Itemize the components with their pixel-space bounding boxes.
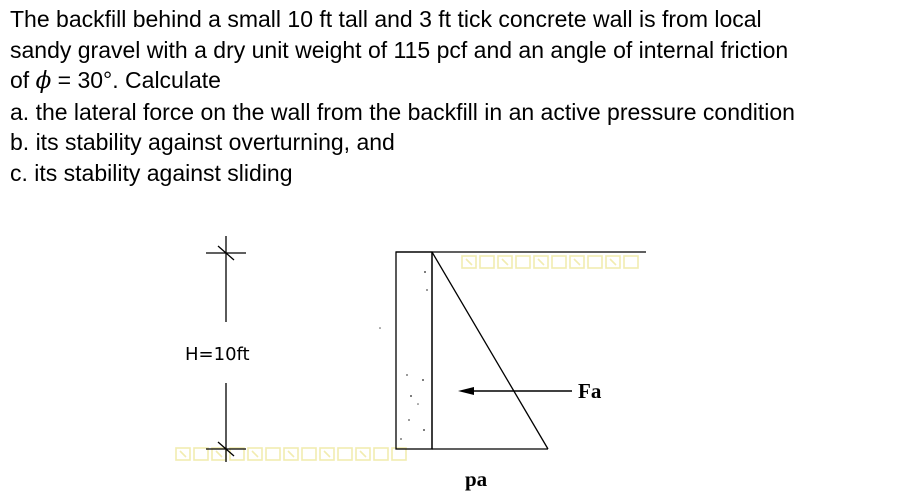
force-label: Fa	[578, 379, 602, 403]
phi-symbol: ϕ	[35, 68, 52, 94]
backfill-surface-hatch	[462, 256, 638, 268]
part-b: b. its stability against overturning, and	[10, 129, 395, 155]
pressure-label: pa	[465, 467, 488, 491]
problem-line-1: The backfill behind a small 10 ft tall and 3 ft tick concrete wall is from local	[10, 6, 762, 32]
problem-line-3-suffix: = 30°. Calculate	[51, 67, 221, 93]
problem-line-2: sandy gravel with a dry unit weight of 115 pcf and an angle of internal friction	[10, 36, 789, 63]
height-label: H=10ft	[185, 344, 250, 365]
problem-line-3-prefix: of	[10, 67, 36, 93]
part-c: c. its stability against sliding	[10, 159, 293, 186]
ground-hatch	[176, 448, 406, 460]
active-pressure-diagram	[432, 252, 548, 449]
part-a: a. the lateral force on the wall from the backfill in an active pressure condition	[10, 98, 795, 125]
concrete-wall	[379, 252, 646, 449]
